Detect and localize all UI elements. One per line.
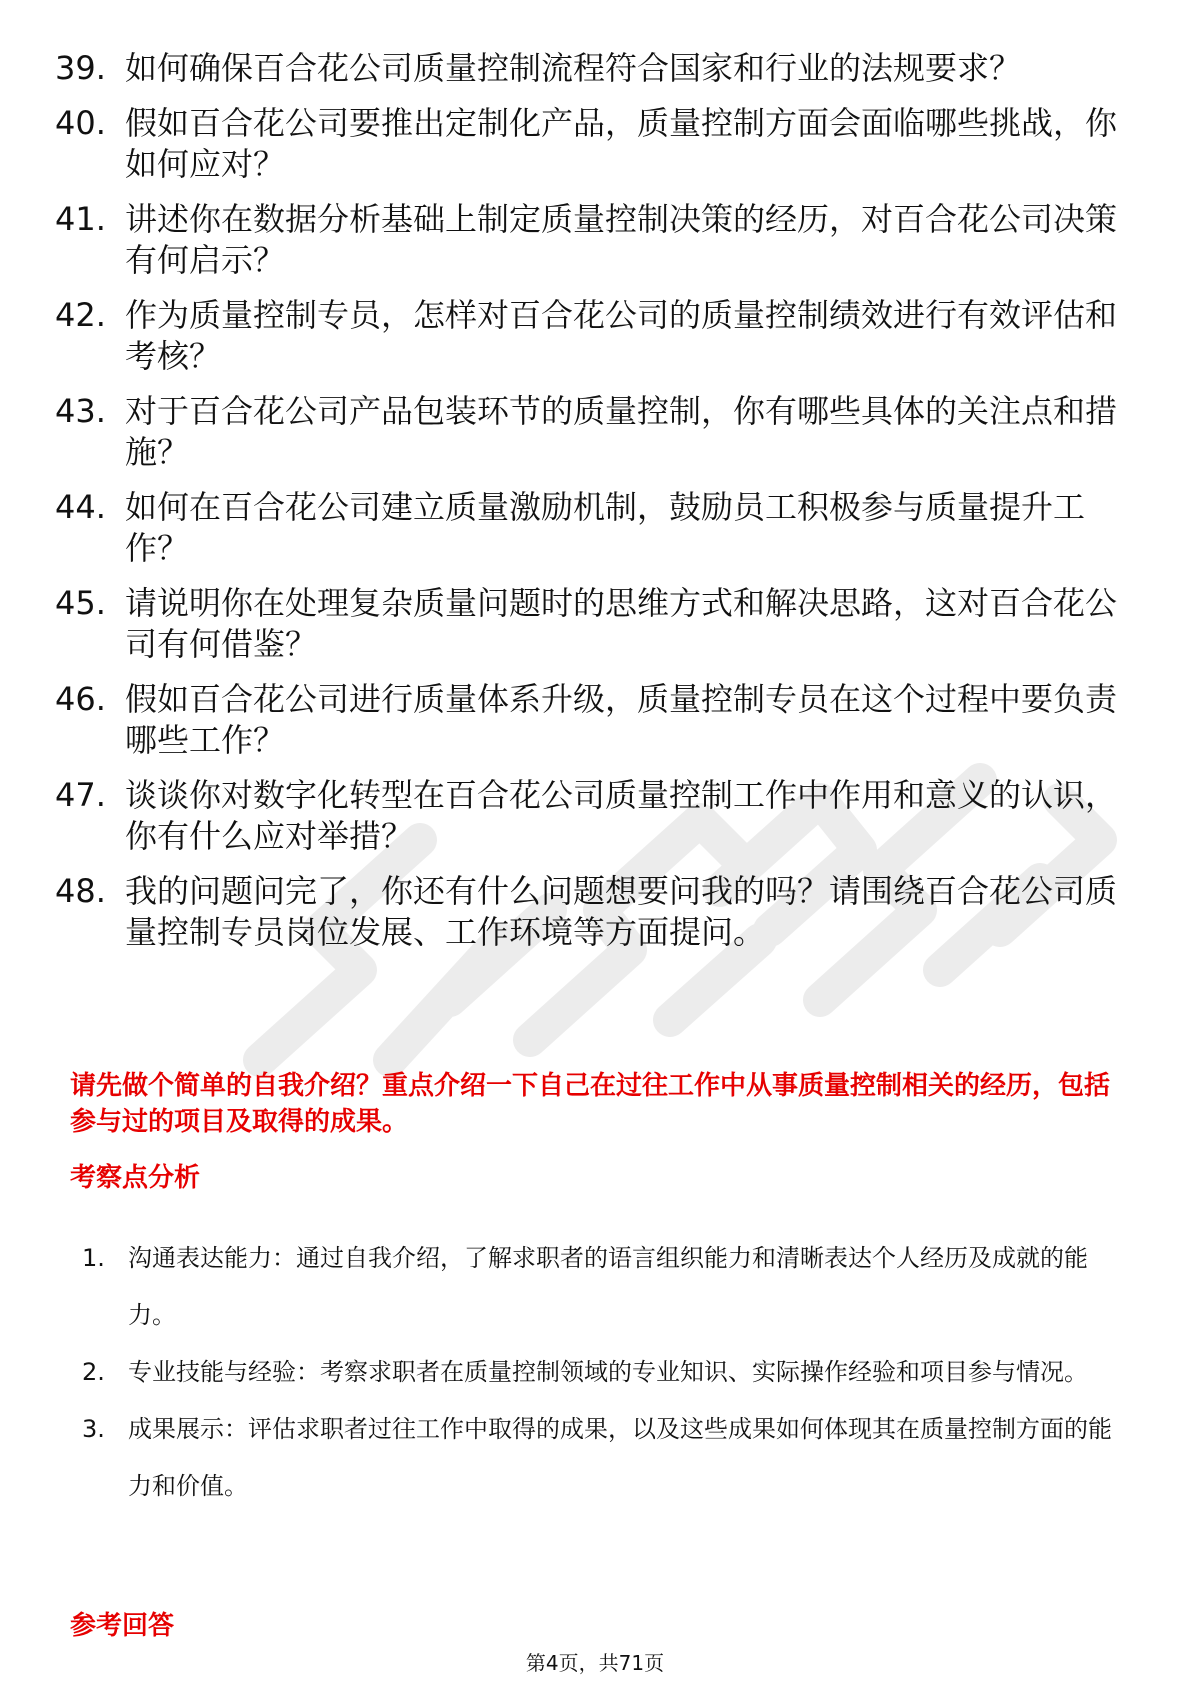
analysis-item [82,1344,1122,1401]
question-item [55,679,1135,761]
question-item [55,583,1135,665]
analysis-number: 2. [82,1358,105,1386]
answer-heading: 参考回答 [70,1611,175,1641]
question-number: 44. [55,488,106,526]
question-number: 45. [55,584,106,622]
analysis-heading: 考察点分析 [70,1163,201,1193]
analysis-text: 成果展示：评估求职者过往工作中取得的成果，以及这些成果如何体现其在质量控制方面的能力和价值。 [128,1415,1112,1500]
question-text: 讲述你在数据分析基础上制定质量控制决策的经历，对百合花公司决策有何启示？ [125,200,1118,279]
question-item [55,775,1135,857]
question-item [55,871,1135,953]
question-item [55,391,1135,473]
question-text: 谈谈你对数字化转型在百合花公司质量控制工作中作用和意义的认识，你有什么应对举措？ [125,776,1118,855]
question-text: 假如百合花公司进行质量体系升级，质量控制专员在这个过程中要负责哪些工作？ [125,680,1118,759]
page-footer: 第4页，共71页 [525,1651,665,1675]
question-text: 如何确保百合花公司质量控制流程符合国家和行业的法规要求？ [125,49,1022,87]
analysis-number: 3. [82,1415,105,1443]
analysis-text: 沟通表达能力：通过自我介绍，了解求职者的语言组织能力和清晰表达个人经历及成就的能力。 [128,1244,1088,1329]
question-number: 39. [55,49,106,87]
question-number: 47. [55,776,106,814]
question-text: 对于百合花公司产品包装环节的质量控制，你有哪些具体的关注点和措施？ [125,392,1118,471]
question-number: 41. [55,200,106,238]
highlight-question: 请先做个简单的自我介绍？重点介绍一下自己在过往工作中从事质量控制相关的经历，包括参与过的项目及取得的成果。 [70,1071,1111,1137]
question-number: 42. [55,296,106,334]
question-text: 如何在百合花公司建立质量激励机制，鼓励员工积极参与质量提升工作？ [125,488,1086,567]
analysis-item [82,1401,1122,1515]
question-number: 43. [55,392,106,430]
question-list [55,48,1135,967]
question-item [55,48,1135,89]
question-item [55,487,1135,569]
question-text: 假如百合花公司要推出定制化产品，质量控制方面会面临哪些挑战，你如何应对？ [125,104,1118,183]
question-item [55,295,1135,377]
question-text: 请说明你在处理复杂质量问题时的思维方式和解决思路，这对百合花公司有何借鉴？ [125,584,1118,663]
question-number: 46. [55,680,106,718]
analysis-number: 1. [82,1244,105,1272]
question-text: 我的问题问完了，你还有什么问题想要问我的吗？请围绕百合花公司质量控制专员岗位发展、工作环境等方面提问。 [125,872,1118,951]
analysis-item [82,1230,1122,1344]
analysis-list [82,1230,1122,1515]
question-item [55,199,1135,281]
question-number: 40. [55,104,106,142]
question-item [55,103,1135,185]
question-number: 48. [55,872,106,910]
question-text: 作为质量控制专员，怎样对百合花公司的质量控制绩效进行有效评估和考核？ [125,296,1118,375]
analysis-text: 专业技能与经验：考察求职者在质量控制领域的专业知识、实际操作经验和项目参与情况。 [128,1358,1088,1386]
